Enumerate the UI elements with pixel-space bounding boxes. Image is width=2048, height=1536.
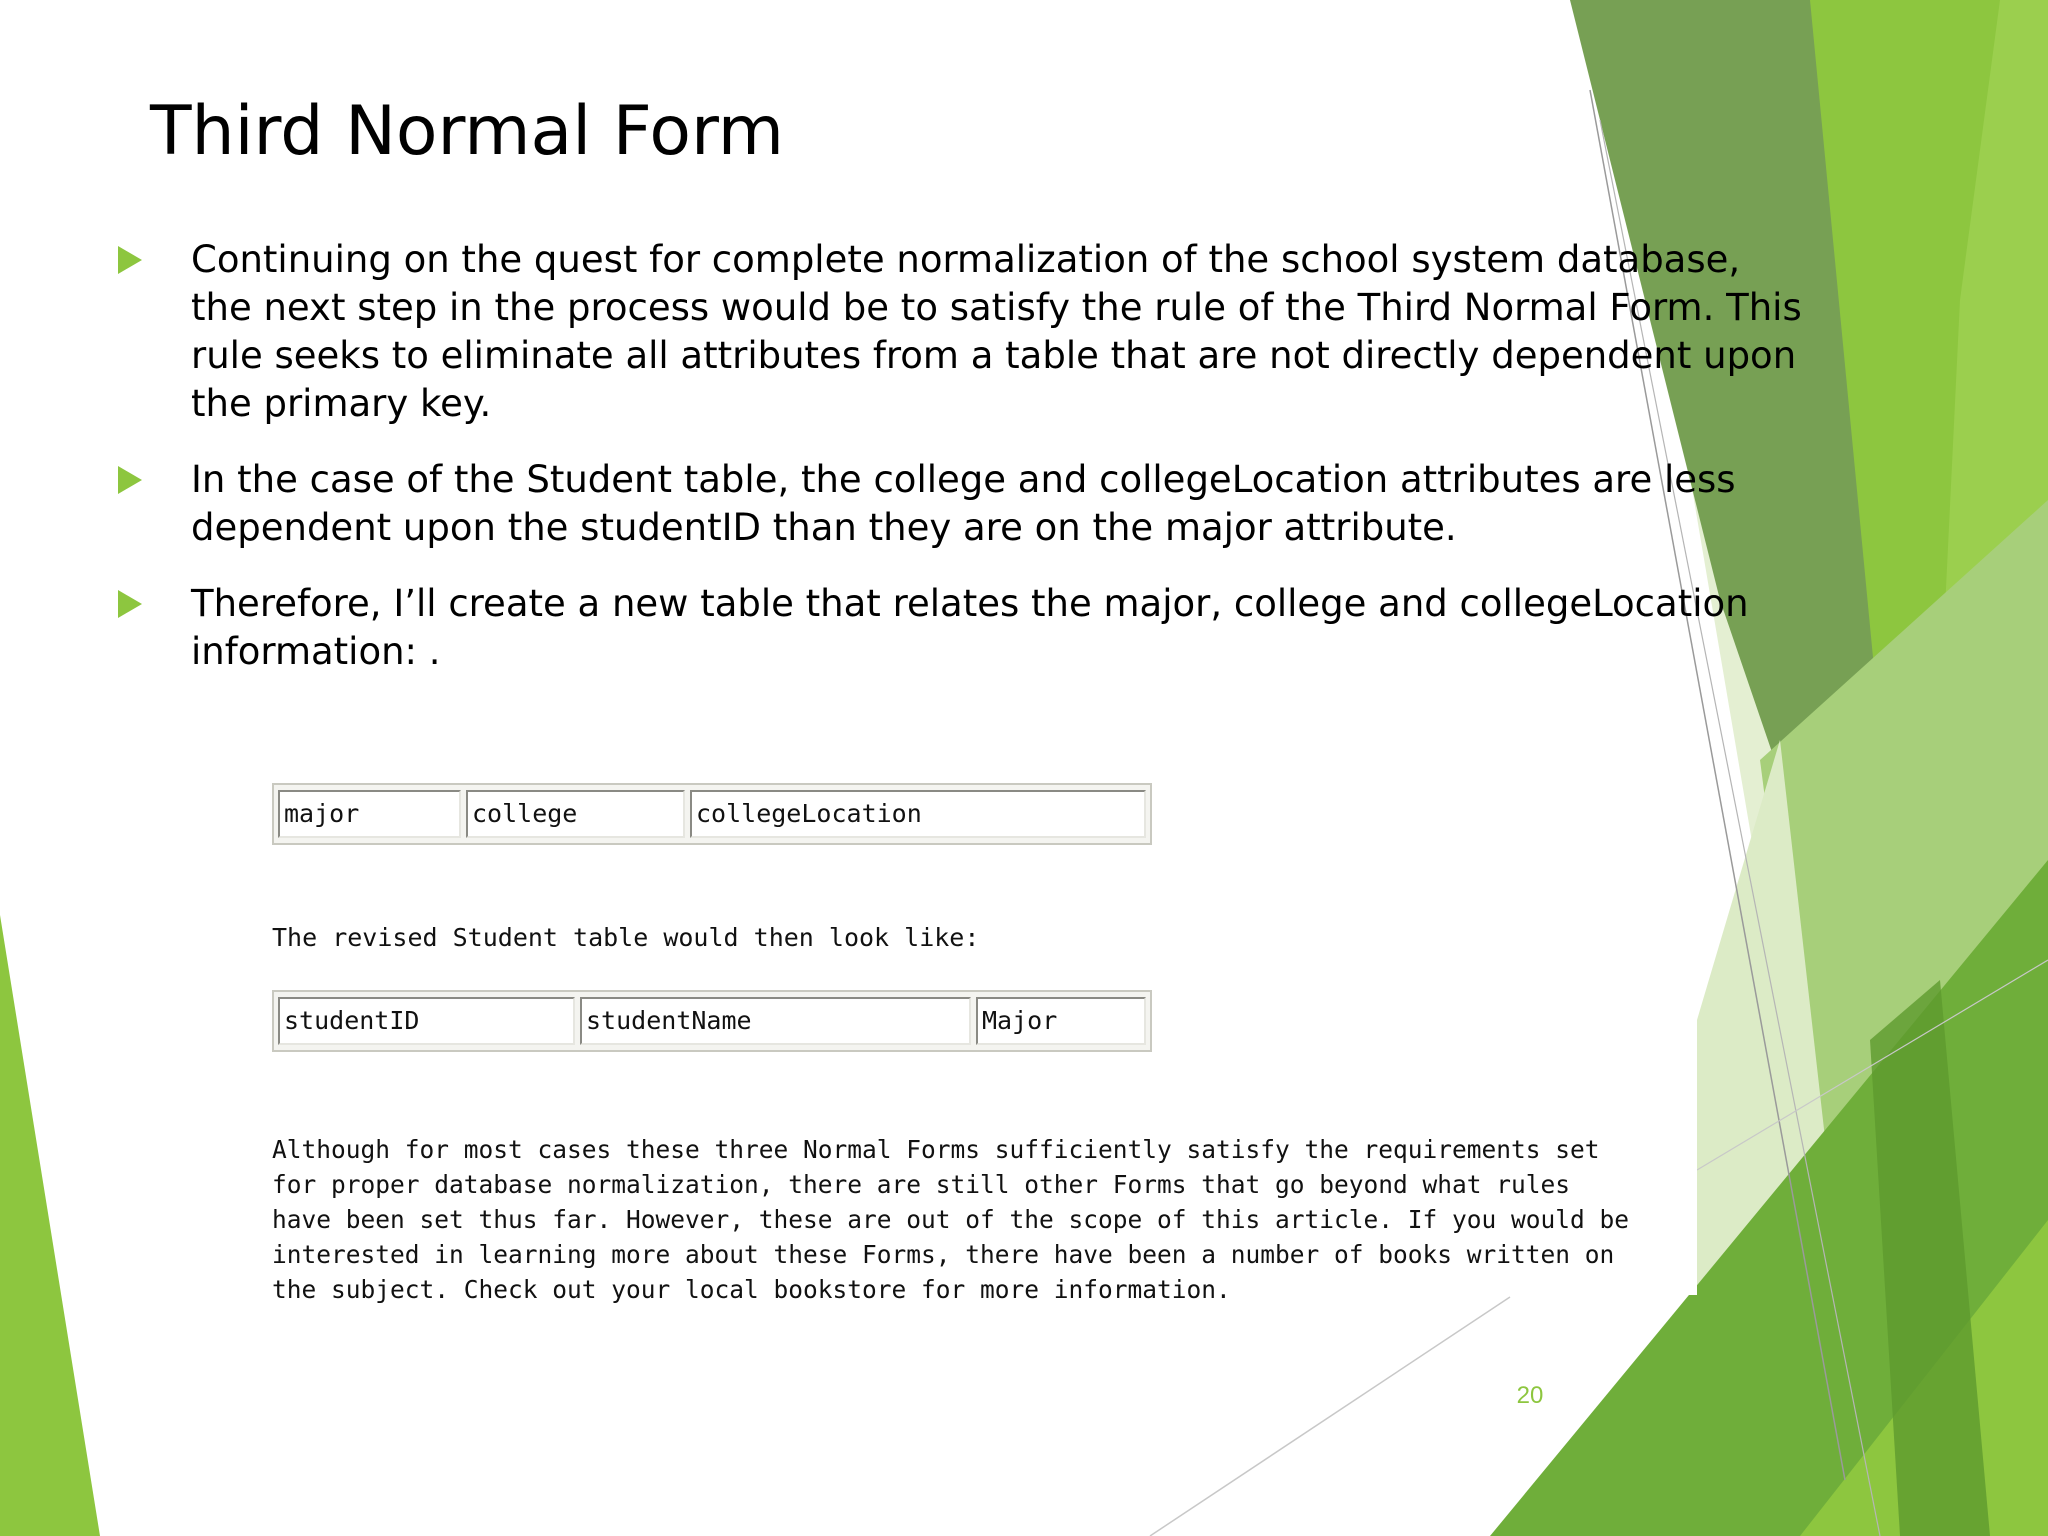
revised-table-caption: The revised Student table would then look like: xyxy=(272,923,980,952)
bullet-list xyxy=(110,236,1810,704)
embedded-article-image xyxy=(162,700,1697,1304)
student-table xyxy=(272,990,1152,1052)
bullet-item xyxy=(110,580,1810,676)
bullet-text: Therefore, I’ll create a new table that relates the major, college and collegeLocation information: . xyxy=(191,582,1749,673)
diagonal-line-3 xyxy=(1150,1297,1510,1536)
left-green-wedge xyxy=(0,915,100,1536)
triangle-bullet-icon xyxy=(118,246,142,274)
major-table xyxy=(272,783,1152,845)
closing-paragraph: Although for most cases these three Normal Forms sufficiently satisfy the requirements set for proper database normalization, there are still other Forms that go beyond what rules have been set thus far. However, these are out of the scope of this article. If you would be interested in learning more about these Forms, there have been a number of books written on the subject. Check out your local bookstore for more information. xyxy=(272,1135,1630,1304)
bullet-text: In the case of the Student table, the college and collegeLocation attributes are less dependent upon the studentID than they are on the major attribute. xyxy=(191,458,1736,549)
triangle-bullet-icon xyxy=(118,590,142,618)
field-cell-student-id: studentID xyxy=(278,997,575,1045)
bullet-item xyxy=(110,236,1810,428)
field-cell-college-location: collegeLocation xyxy=(690,790,1146,838)
slide-title: Third Normal Form xyxy=(150,92,785,171)
field-cell-major: major xyxy=(278,790,461,838)
bullet-item xyxy=(110,456,1810,552)
slide-number: 20 xyxy=(1516,1382,1544,1409)
field-cell-college: college xyxy=(466,790,685,838)
triangle-bullet-icon xyxy=(118,466,142,494)
field-cell-major-fk: Major xyxy=(976,997,1146,1045)
field-cell-student-name: studentName xyxy=(580,997,971,1045)
bullet-text: Continuing on the quest for complete normalization of the school system database, the next step in the process would be to satisfy the rule of the Third Normal Form. This rule seeks to eliminate all attributes from a table that are not directly dependent upon the primary key. xyxy=(191,238,1802,425)
